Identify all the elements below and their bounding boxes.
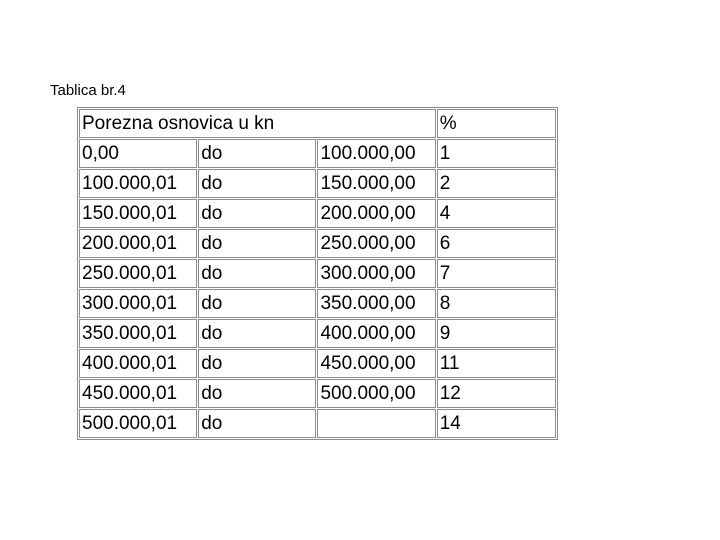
table-row bbox=[79, 169, 556, 198]
table-row bbox=[79, 229, 556, 258]
cell-do: do bbox=[198, 349, 316, 378]
cell-to: 350.000,00 bbox=[317, 289, 435, 318]
cell-do: do bbox=[198, 229, 316, 258]
table-row bbox=[79, 409, 556, 438]
cell-do: do bbox=[198, 169, 316, 198]
cell-do: do bbox=[198, 259, 316, 288]
table-row bbox=[79, 319, 556, 348]
table-header-row bbox=[79, 109, 556, 138]
cell-percent: 9 bbox=[437, 319, 556, 348]
cell-do: do bbox=[198, 289, 316, 318]
cell-from: 350.000,01 bbox=[79, 319, 197, 348]
cell-to bbox=[317, 409, 435, 438]
cell-do: do bbox=[198, 409, 316, 438]
cell-from: 450.000,01 bbox=[79, 379, 197, 408]
cell-from: 200.000,01 bbox=[79, 229, 197, 258]
cell-from: 150.000,01 bbox=[79, 199, 197, 228]
cell-from: 100.000,01 bbox=[79, 169, 197, 198]
table-row bbox=[79, 199, 556, 228]
cell-to: 150.000,00 bbox=[317, 169, 435, 198]
cell-to: 100.000,00 bbox=[317, 139, 435, 168]
cell-percent: 6 bbox=[437, 229, 556, 258]
cell-to: 300.000,00 bbox=[317, 259, 435, 288]
table-row bbox=[79, 259, 556, 288]
table-row bbox=[79, 289, 556, 318]
cell-do: do bbox=[198, 139, 316, 168]
cell-percent: 11 bbox=[437, 349, 556, 378]
cell-do: do bbox=[198, 379, 316, 408]
cell-percent: 14 bbox=[437, 409, 556, 438]
cell-from: 300.000,01 bbox=[79, 289, 197, 318]
cell-percent: 1 bbox=[437, 139, 556, 168]
table-row bbox=[79, 379, 556, 408]
cell-from: 500.000,01 bbox=[79, 409, 197, 438]
cell-do: do bbox=[198, 199, 316, 228]
cell-to: 250.000,00 bbox=[317, 229, 435, 258]
cell-to: 450.000,00 bbox=[317, 349, 435, 378]
cell-percent: 4 bbox=[437, 199, 556, 228]
cell-do: do bbox=[198, 319, 316, 348]
table-row bbox=[79, 139, 556, 168]
cell-percent: 2 bbox=[437, 169, 556, 198]
header-tax-base: Porezna osnovica u kn bbox=[79, 109, 436, 138]
cell-to: 500.000,00 bbox=[317, 379, 435, 408]
cell-percent: 7 bbox=[437, 259, 556, 288]
cell-from: 0,00 bbox=[79, 139, 197, 168]
table-row bbox=[79, 349, 556, 378]
cell-from: 250.000,01 bbox=[79, 259, 197, 288]
cell-percent: 8 bbox=[437, 289, 556, 318]
header-percent: % bbox=[437, 109, 556, 138]
cell-to: 200.000,00 bbox=[317, 199, 435, 228]
cell-percent: 12 bbox=[437, 379, 556, 408]
tax-rate-table bbox=[77, 107, 558, 440]
table-caption: Tablica br.4 bbox=[50, 82, 126, 99]
cell-to: 400.000,00 bbox=[317, 319, 435, 348]
cell-from: 400.000,01 bbox=[79, 349, 197, 378]
